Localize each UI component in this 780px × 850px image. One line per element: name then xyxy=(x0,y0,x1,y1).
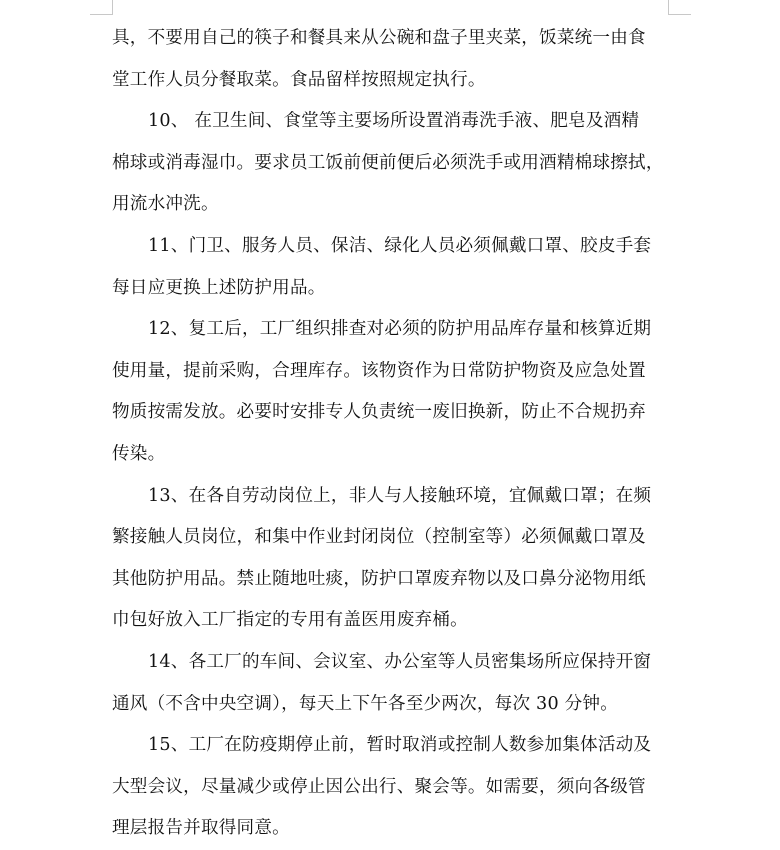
text-line: 大型会议，尽量减少或停止因公出行、聚会等。如需要，须向各级管 xyxy=(112,776,646,797)
crop-mark-top-right xyxy=(668,0,691,15)
paragraph-start-15: 15、工厂在防疫期停止前，暂时取消或控制人数参加集体活动及 xyxy=(148,735,652,756)
text-line: 传染。 xyxy=(112,443,166,464)
text-line: 使用量，提前采购，合理库存。该物资作为日常防护物资及应急处置 xyxy=(112,360,646,381)
text-line: 巾包好放入工厂指定的专用有盖医用废弃桶。 xyxy=(112,610,468,631)
paragraph-start-10: 10、 在卫生间、食堂等主要场所设置消毒洗手液、肥皂及酒精 xyxy=(148,111,640,132)
text-line: 具，不要用自己的筷子和餐具来从公碗和盘子里夹菜，饭菜统一由食 xyxy=(112,28,646,48)
text-line: 通风（不含中央空调），每天上下午各至少两次，每次 30 分钟。 xyxy=(112,693,619,714)
paragraph-start-13: 13、在各自劳动岗位上，非人与人接触环境，宜佩戴口罩；在频 xyxy=(148,485,652,506)
text-line: 其他防护用品。禁止随地吐痰，防护口罩废弃物以及口鼻分泌物用纸 xyxy=(112,568,646,589)
crop-mark-top-left xyxy=(90,0,113,15)
document-body xyxy=(112,18,668,850)
text-line: 理层报告并取得同意。 xyxy=(112,818,290,839)
text-line: 堂工作人员分餐取菜。食品留样按照规定执行。 xyxy=(112,69,486,90)
text-line: 繁接触人员岗位，和集中作业封闭岗位（控制室等）必须佩戴口罩及 xyxy=(112,527,646,548)
text-line: 用流水冲洗。 xyxy=(112,194,219,215)
paragraph-start-11: 11、门卫、服务人员、保洁、绿化人员必须佩戴口罩、胶皮手套 xyxy=(148,235,652,256)
text-line: 物质按需发放。必要时安排专人负责统一废旧换新，防止不合规扔弃 xyxy=(112,402,646,423)
paragraph-start-12: 12、复工后，工厂组织排查对必须的防护用品库存量和核算近期 xyxy=(148,319,652,340)
text-line: 每日应更换上述防护用品。 xyxy=(112,277,326,298)
paragraph-start-14: 14、各工厂的车间、会议室、办公室等人员密集场所应保持开窗 xyxy=(148,651,652,672)
text-line: 棉球或消毒湿巾。要求员工饭前便前便后必须洗手或用酒精棉球擦拭， xyxy=(112,152,664,173)
